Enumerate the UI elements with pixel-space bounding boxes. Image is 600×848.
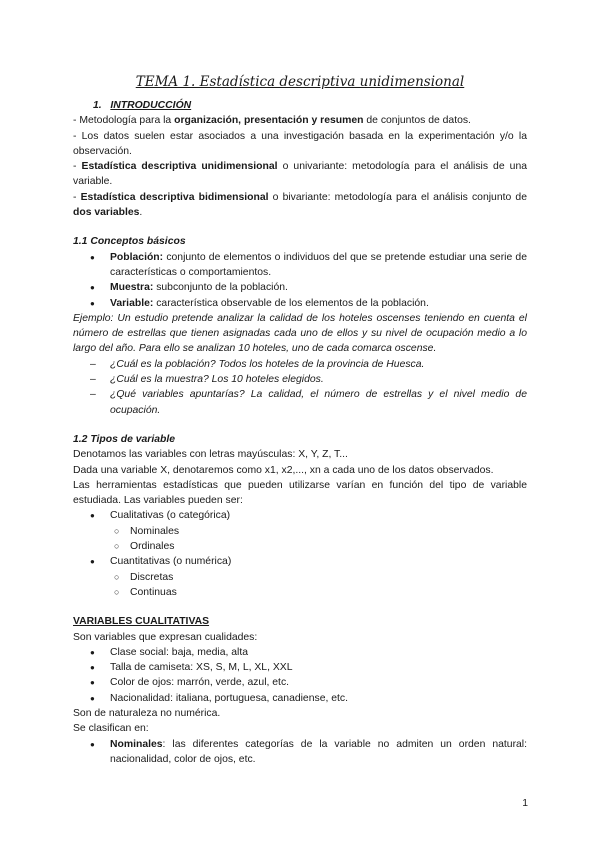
sub-list-item: ○ Nominales bbox=[73, 524, 527, 539]
cualitativas-heading: VARIABLES CUALITATIVAS bbox=[73, 616, 210, 628]
tipos-p1: Denotamos las variables con letras mayúsculas: X, Y, Z, T... bbox=[73, 449, 348, 461]
sub-list-item: ○ Ordinales bbox=[73, 539, 527, 554]
page-title: TEMA 1. Estadística descriptiva unidimensional bbox=[135, 74, 465, 90]
intro-line-4: - Estadística descriptiva bidimensional o bivariante: metodología para el análisis conjunto de dos variables. bbox=[73, 191, 527, 219]
list-item: ● Color de ojos: marrón, verde, azul, etc. bbox=[73, 675, 527, 690]
intro-bold-3: Estadística descriptiva unidimensional bbox=[81, 161, 278, 173]
content bbox=[73, 98, 527, 767]
intro-line-1: - Metodología para la organización, presentación y resumen de conjuntos de datos. bbox=[73, 115, 471, 127]
tipos-p2: Dada una variable X, denotaremos como x1, x2,..., xn a cada uno de los datos observados. bbox=[73, 464, 494, 476]
intro-line-3: - Estadística descriptiva unidimensional o univariante: metodología para el análisis de una variable. bbox=[73, 161, 527, 188]
intro-line-2: - Los datos suelen estar asociados a una investigación basada en la experimentación y/o la observación. bbox=[73, 130, 527, 157]
list-item: ● Muestra: subconjunto de la población. bbox=[73, 280, 527, 295]
sub-list-item: ○ Discretas bbox=[73, 570, 527, 585]
question-item: – ¿Cuál es la población? Todos los hoteles de la provincia de Huesca. bbox=[73, 357, 527, 372]
example-text: Ejemplo: Un estudio pretende analizar la calidad de los hoteles oscenses teniendo en cuenta el número de estrellas que tienen asignadas cada uno de ellos y su nivel de ocupación medio a lo largo del año. Para ello se analizan 10 hoteles, uno de cada comarca oscense. bbox=[73, 312, 527, 355]
cualitativas-p1: Son variables que expresan cualidades: bbox=[73, 631, 258, 643]
intro-bold-1: organización, presentación y resumen bbox=[174, 115, 364, 127]
list-item: ● Cualitativas (o categórica) bbox=[73, 508, 527, 523]
intro-heading-num: 1. bbox=[93, 100, 102, 111]
intro-bold-4b: dos variables bbox=[73, 207, 140, 219]
list-item: ● Talla de camiseta: XS, S, M, L, XL, XXL bbox=[73, 660, 527, 675]
tipos-list bbox=[73, 508, 527, 600]
intro-bold-4: Estadística descriptiva bidimensional bbox=[80, 191, 269, 203]
cualitativas-p3: Se clasifican en: bbox=[73, 723, 149, 735]
list-item: ● Clase social: baja, media, alta bbox=[73, 645, 527, 660]
intro-heading-text: INTRODUCCIÓN bbox=[110, 100, 192, 111]
list-item: ● Nacionalidad: italiana, portuguesa, canadiense, etc. bbox=[73, 691, 527, 706]
questions-list bbox=[73, 357, 527, 418]
tipos-p3: Las herramientas estadísticas que pueden utilizarse varían en función del tipo de variable estudiada. Las variables pueden ser: bbox=[73, 479, 527, 507]
cualitativas-list bbox=[73, 645, 527, 706]
list-item: ● Variable: característica observable de los elementos de la población. bbox=[73, 296, 527, 311]
list-item: ● Nominales: las diferentes categorías de la variable no admiten un orden natural: nacionalidad, color de ojos, etc. bbox=[73, 737, 527, 768]
tipos-heading: 1.2 Tipos de variable bbox=[73, 433, 176, 445]
question-item: – ¿Qué variables apuntarías? La calidad, el número de estrellas y el nivel medio de ocupación. bbox=[73, 387, 527, 418]
page-number: 1 bbox=[522, 798, 528, 809]
sub-list-item: ○ Continuas bbox=[73, 585, 527, 600]
cualitativas-p2: Son de naturaleza no numérica. bbox=[73, 707, 221, 719]
clasificacion-list bbox=[73, 737, 527, 768]
list-item: ● Población: conjunto de elementos o individuos del que se pretende estudiar una serie de características o comportamientos. bbox=[73, 250, 527, 281]
list-item: ● Cuantitativas (o numérica) bbox=[73, 554, 527, 569]
conceptos-heading: 1.1 Conceptos básicos bbox=[73, 236, 186, 248]
intro-heading bbox=[93, 98, 527, 113]
conceptos-list bbox=[73, 250, 527, 311]
question-item: – ¿Cuál es la muestra? Los 10 hoteles elegidos. bbox=[73, 372, 527, 387]
